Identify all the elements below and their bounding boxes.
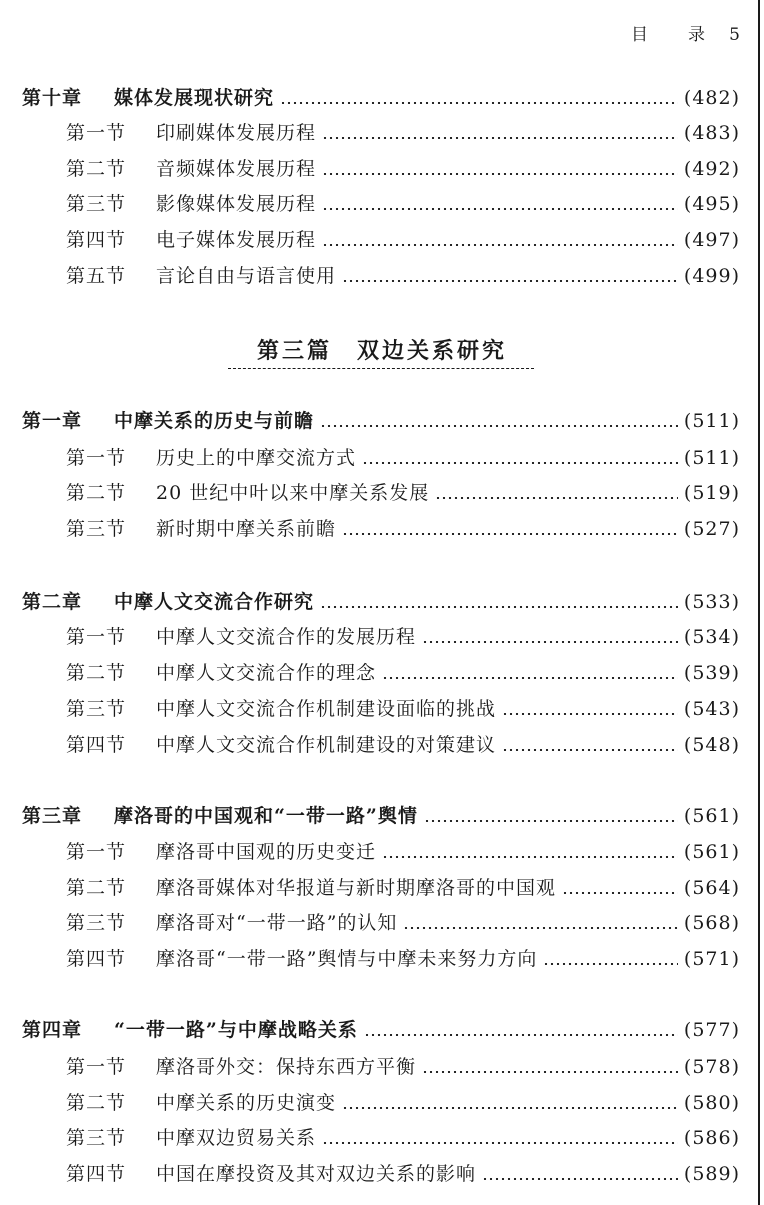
section-label: 第四节: [66, 1163, 127, 1185]
page-ref: (519): [683, 482, 740, 504]
toc-section[interactable]: [66, 945, 740, 973]
toc-chapter-4[interactable]: [22, 1016, 740, 1044]
section-label: 第四节: [66, 948, 127, 970]
section-label: 第三节: [66, 912, 127, 934]
dot-leader: [502, 749, 678, 751]
page-ref: (577): [683, 1019, 740, 1041]
page-ref: (589): [683, 1163, 740, 1185]
dot-leader: [424, 820, 678, 822]
page-ref: (543): [683, 698, 740, 720]
section-title: 音频媒体发展历程: [156, 158, 317, 180]
dot-leader: [322, 208, 678, 210]
toc-section[interactable]: [66, 155, 740, 183]
dot-leader: [322, 173, 678, 175]
toc-section[interactable]: [66, 226, 740, 254]
section-title: 摩洛哥媒体对华报道与新时期摩洛哥的中国观: [156, 877, 557, 899]
section-title: 影像媒体发展历程: [156, 193, 317, 215]
toc-section[interactable]: [66, 119, 740, 147]
page-ref: (539): [683, 662, 740, 684]
dot-leader: [543, 963, 677, 965]
page-ref: (511): [683, 410, 740, 432]
dot-leader: [342, 533, 678, 535]
dot-leader: [422, 1071, 678, 1073]
section-label: 第三节: [66, 193, 127, 215]
chapter-title: 中摩关系的历史与前瞻: [114, 410, 315, 432]
page-ref: (561): [683, 841, 740, 863]
page-ref: (586): [683, 1127, 740, 1149]
toc-section[interactable]: [66, 262, 740, 290]
header-label-2: 录: [687, 25, 707, 45]
page-ref: (580): [683, 1092, 740, 1114]
section-title: 摩洛哥“一带一路”舆情与中摩未来努力方向: [156, 948, 538, 970]
dot-leader: [322, 1142, 678, 1144]
chapter-label: 第一章: [22, 410, 83, 432]
chapter-title: 中摩人文交流合作研究: [114, 591, 315, 613]
section-title: 中摩人文交流合作机制建设面临的挑战: [156, 698, 497, 720]
dot-leader: [362, 462, 678, 464]
part-title-underline: [228, 368, 534, 369]
page-ref: (497): [683, 229, 740, 251]
page-ref: (483): [683, 122, 740, 144]
page-ref: (495): [683, 193, 740, 215]
section-title: 印刷媒体发展历程: [156, 122, 317, 144]
page-ref: (534): [683, 626, 740, 648]
toc-section[interactable]: [66, 1089, 740, 1117]
chapter-title: “一带一路”与中摩战略关系: [114, 1019, 358, 1041]
section-label: 第一节: [66, 626, 127, 648]
section-title: 中摩关系的历史演变: [156, 1092, 337, 1114]
header-page-number: 5: [729, 25, 742, 45]
page-ref: (492): [683, 158, 740, 180]
toc-section[interactable]: [66, 1053, 740, 1081]
toc-section[interactable]: [66, 1124, 740, 1152]
chapter-title: 摩洛哥的中国观和“一带一路”舆情: [114, 805, 418, 827]
toc-section[interactable]: [66, 623, 740, 651]
section-label: 第四节: [66, 229, 127, 251]
section-title: 中摩人文交流合作的理念: [156, 662, 377, 684]
section-label: 第四节: [66, 734, 127, 756]
dot-leader: [320, 425, 678, 427]
dot-leader: [320, 606, 678, 608]
toc-section[interactable]: [66, 479, 740, 507]
section-title: 20 世纪中叶以来中摩关系发展: [156, 482, 430, 504]
section-label: 第三节: [66, 1127, 127, 1149]
toc-chapter-2[interactable]: [22, 588, 740, 616]
section-label: 第二节: [66, 1092, 127, 1114]
dot-leader: [342, 1107, 678, 1109]
section-title: 摩洛哥对“一带一路”的认知: [156, 912, 398, 934]
section-label: 第三节: [66, 518, 127, 540]
dot-leader: [364, 1034, 678, 1036]
toc-section[interactable]: [66, 515, 740, 543]
page-ref: (568): [683, 912, 740, 934]
page-ref: (571): [683, 948, 740, 970]
section-label: 第一节: [66, 447, 127, 469]
page-ref: (482): [683, 87, 740, 109]
dot-leader: [382, 677, 678, 679]
toc-section[interactable]: [66, 731, 740, 759]
section-title: 中国在摩投资及其对双边关系的影响: [156, 1163, 477, 1185]
page-ref: (527): [683, 518, 740, 540]
section-title: 新时期中摩关系前瞻: [156, 518, 337, 540]
section-title: 中摩双边贸易关系: [156, 1127, 317, 1149]
page-ref: (561): [683, 805, 740, 827]
running-header: [631, 20, 742, 45]
section-title: 摩洛哥外交：保持东西方平衡: [156, 1056, 417, 1078]
dot-leader: [422, 641, 678, 643]
dot-leader: [482, 1178, 678, 1180]
page-ref: (511): [683, 447, 740, 469]
section-label: 第二节: [66, 158, 127, 180]
section-title: 历史上的中摩交流方式: [156, 447, 357, 469]
page-ref: (548): [683, 734, 740, 756]
dot-leader: [403, 927, 677, 929]
section-title: 中摩人文交流合作机制建设的对策建议: [156, 734, 497, 756]
page-edge-rule: [758, 0, 760, 1205]
chapter-label: 第十章: [22, 87, 83, 109]
page-ref: (499): [683, 265, 740, 287]
section-title: 中摩人文交流合作的发展历程: [156, 626, 417, 648]
chapter-label: 第二章: [22, 591, 83, 613]
page-ref: (578): [683, 1056, 740, 1078]
section-title: 电子媒体发展历程: [156, 229, 317, 251]
toc-section[interactable]: [66, 838, 740, 866]
toc-section[interactable]: [66, 444, 740, 472]
dot-leader: [502, 713, 678, 715]
dot-leader: [280, 102, 678, 104]
section-label: 第二节: [66, 877, 127, 899]
page-ref: (533): [683, 591, 740, 613]
section-label: 第一节: [66, 841, 127, 863]
toc-section[interactable]: [66, 190, 740, 218]
dot-leader: [435, 497, 678, 499]
toc-section[interactable]: [66, 659, 740, 687]
section-label: 第一节: [66, 122, 127, 144]
dot-leader: [382, 856, 678, 858]
toc-section[interactable]: [66, 695, 740, 723]
toc-section[interactable]: [66, 909, 740, 937]
section-label: 第三节: [66, 698, 127, 720]
dot-leader: [562, 892, 678, 894]
chapter-title: 媒体发展现状研究: [114, 87, 275, 109]
toc-section[interactable]: [66, 1160, 740, 1188]
section-title: 言论自由与语言使用: [156, 265, 337, 287]
dot-leader: [322, 137, 678, 139]
toc-chapter-3[interactable]: [22, 802, 740, 830]
section-label: 第二节: [66, 662, 127, 684]
page-ref: (564): [683, 877, 740, 899]
section-label: 第五节: [66, 265, 127, 287]
section-label: 第一节: [66, 1056, 127, 1078]
chapter-label: 第三章: [22, 805, 83, 827]
header-label-1: 目: [630, 25, 650, 45]
part-title: 第三篇 双边关系研究: [256, 338, 507, 364]
section-title: 摩洛哥中国观的历史变迁: [156, 841, 377, 863]
toc-chapter-10[interactable]: [22, 84, 740, 112]
section-label: 第二节: [66, 482, 127, 504]
chapter-label: 第四章: [22, 1019, 83, 1041]
dot-leader: [342, 280, 678, 282]
dot-leader: [322, 244, 678, 246]
toc-section[interactable]: [66, 874, 740, 902]
toc-chapter-1[interactable]: [22, 407, 740, 435]
